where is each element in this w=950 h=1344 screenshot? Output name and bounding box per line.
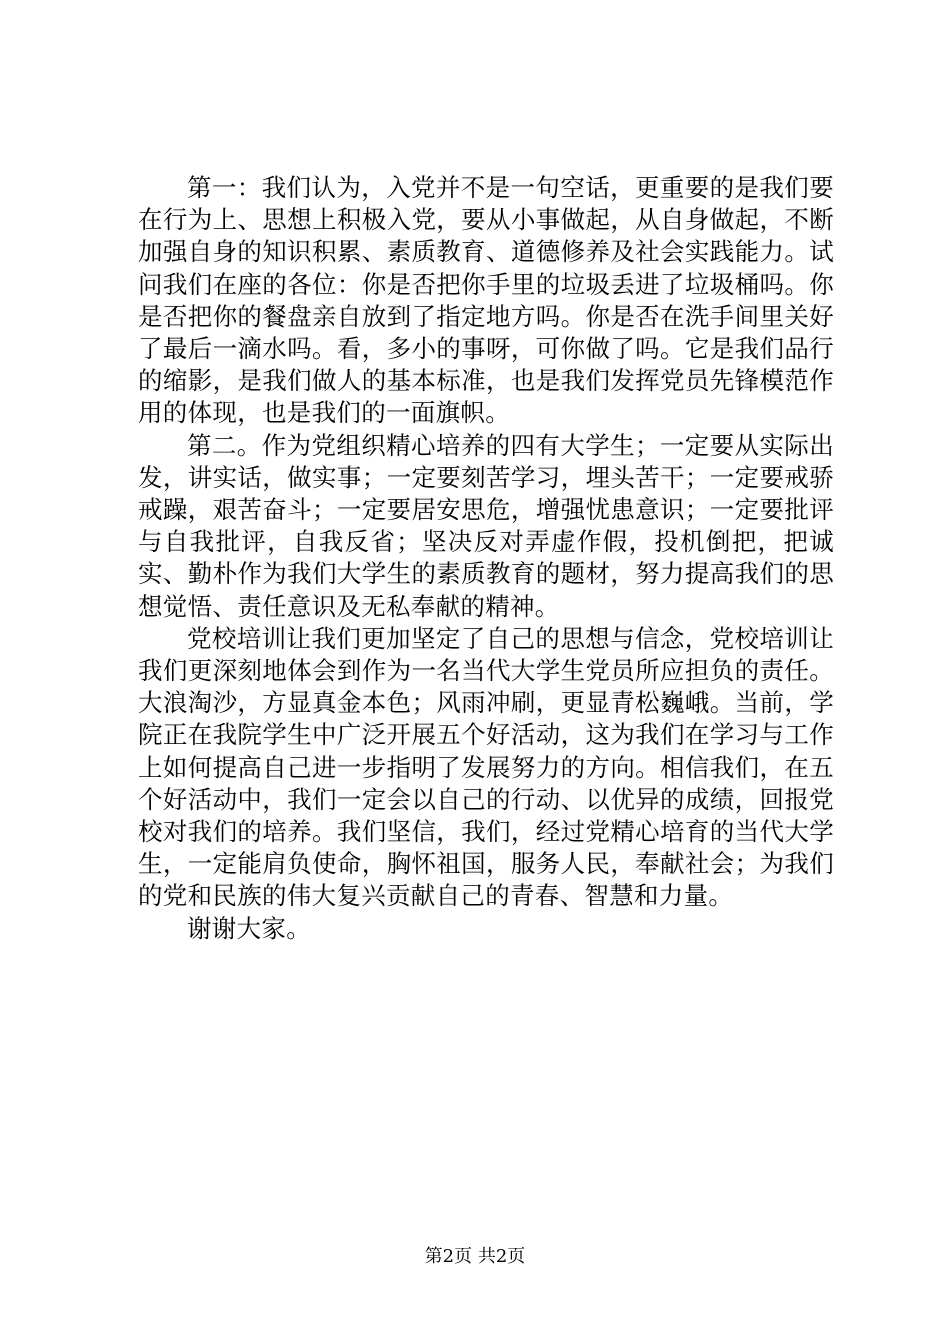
paragraph-closing-thanks: 谢谢大家。 bbox=[187, 913, 311, 943]
document-body bbox=[138, 172, 834, 945]
page-number-label: 第2页 共2页 bbox=[424, 1246, 526, 1267]
paragraph-first-point: 第一：我们认为，入党并不是一句空话，更重要的是我们要在行为上、思想上积极入党，要从小事做起，从自身做起，不断加强自身的知识积累、素质教育、道德修养及社会实践能力。试问我们在座的各位：你是否把你手里的垃圾丢进了垃圾桶吗。你是否把你的餐盘亲自放到了指定地方吗。你是否在洗手间里关好了最后一滴水吗。看，多小的事呀，可你做了吗。它是我们品行的缩影，是我们做人的基本标准，也是我们发挥党员先锋模范作用的体现，也是我们的一面旗帜。 bbox=[138, 173, 834, 428]
paragraph-training-reflection: 党校培训让我们更加坚定了自己的思想与信念，党校培训让我们更深刻地体会到作为一名当代大学生党员所应担负的责任。大浪淘沙，方显真金本色；风雨冲刷，更显青松巍峨。当前，学院正在我院学生中广泛开展五个好活动，这为我们在学习与工作上如何提高自己进一步指明了发展努力的方向。相信我们，在五个好活动中，我们一定会以自己的行动、以优异的成绩，回报党校对我们的培养。我们坚信，我们，经过党精心培育的当代大学生，一定能肩负使命，胸怀祖国，服务人民，奉献社会；为我们的党和民族的伟大复兴贡献自己的青春、智慧和力量。 bbox=[138, 623, 834, 911]
page-footer bbox=[0, 1246, 950, 1268]
paragraph-second-point: 第二。作为党组织精心培养的四有大学生；一定要从实际出发，讲实话，做实事；一定要刻苦学习，埋头苦干；一定要戒骄戒躁，艰苦奋斗；一定要居安思危，增强忧患意识；一定要批评与自我批评，自我反省；坚决反对弄虚作假，投机倒把，把诚实、勤朴作为我们大学生的素质教育的题材，努力提高我们的思想觉悟、责任意识及无私奉献的精神。 bbox=[138, 430, 834, 621]
